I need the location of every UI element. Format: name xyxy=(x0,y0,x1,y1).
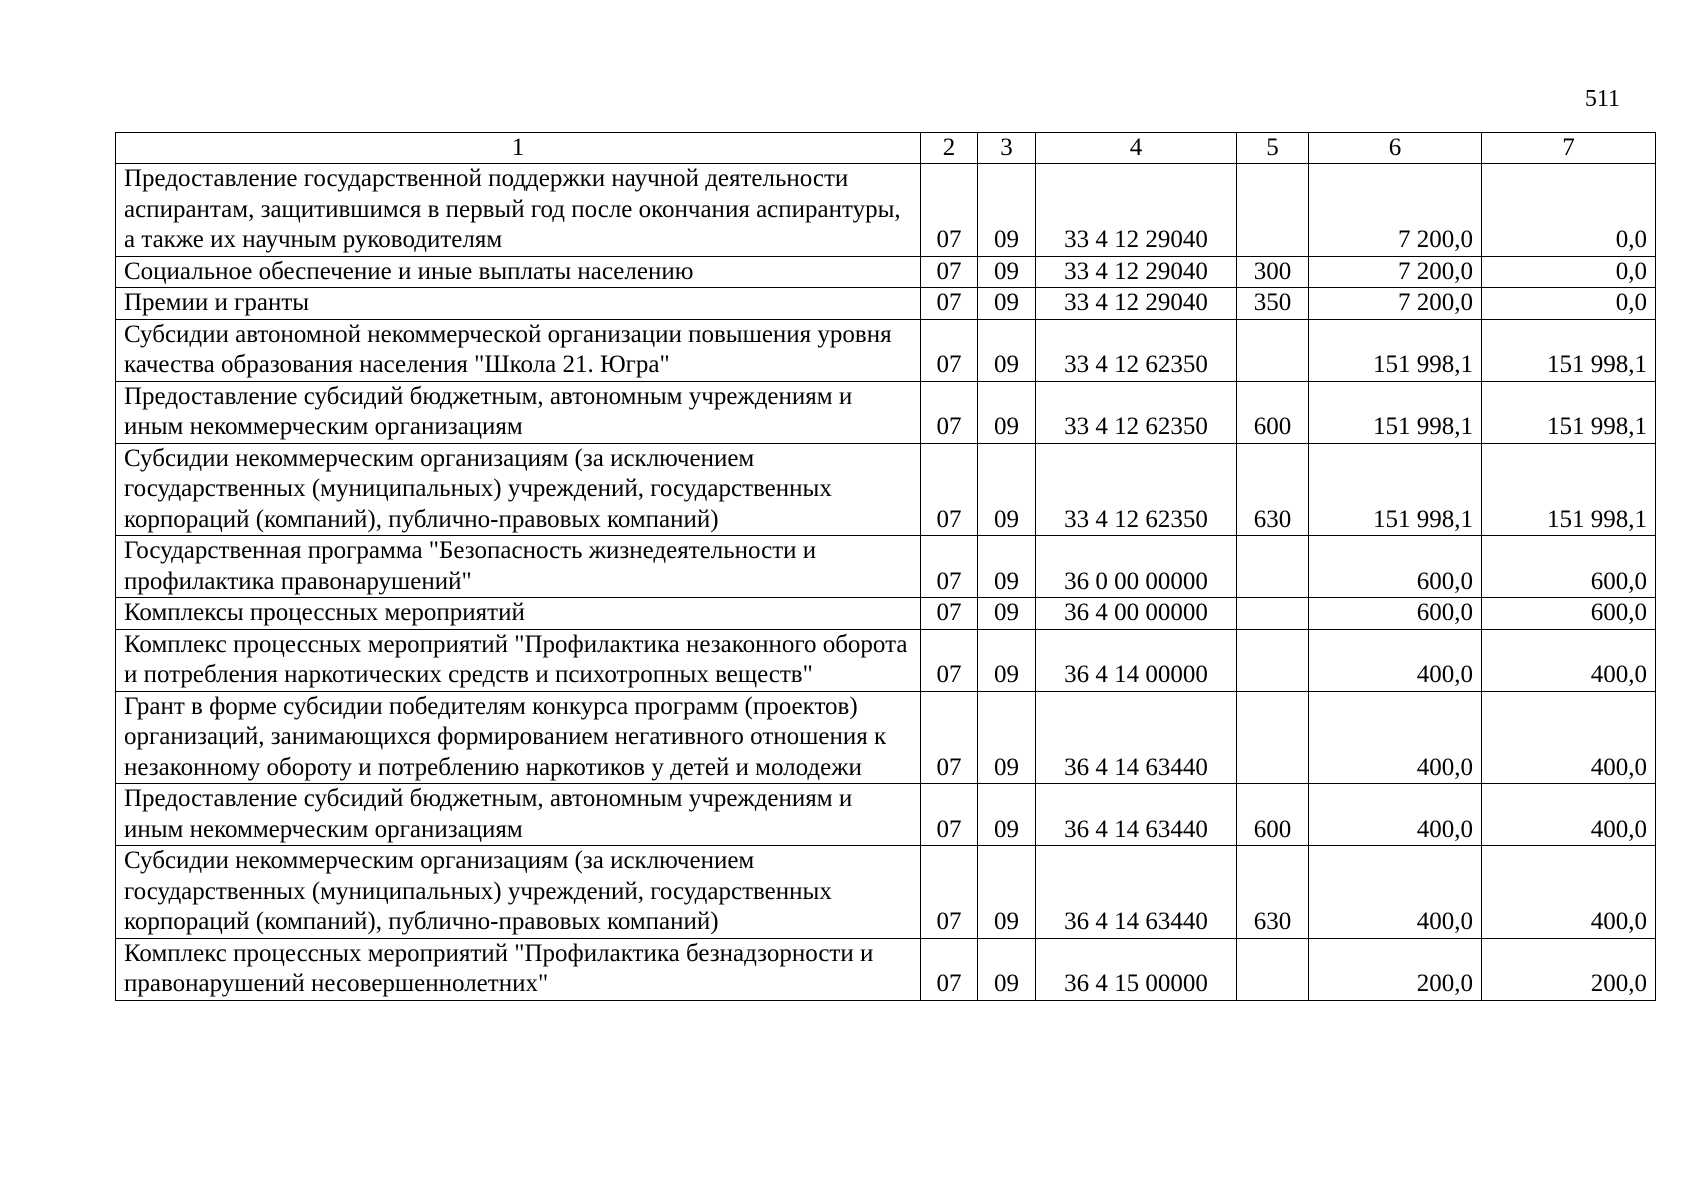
row-name: Предоставление субсидий бюджетным, автономным учреждениям и иным некоммерческим организациям xyxy=(116,381,921,443)
row-amount-1: 151 998,1 xyxy=(1309,381,1482,443)
table-row xyxy=(116,443,1656,536)
table-row xyxy=(116,784,1656,846)
row-subsection: 09 xyxy=(978,319,1036,381)
row-section: 07 xyxy=(921,288,978,320)
row-subsection: 09 xyxy=(978,443,1036,536)
row-amount-1: 200,0 xyxy=(1309,938,1482,1000)
row-amount-2: 600,0 xyxy=(1482,536,1656,598)
row-amount-2: 400,0 xyxy=(1482,784,1656,846)
row-target-code: 36 4 14 00000 xyxy=(1036,629,1237,691)
row-subsection: 09 xyxy=(978,381,1036,443)
row-expense-type xyxy=(1237,598,1309,630)
row-name: Субсидии некоммерческим организациям (за исключением государственных (муниципальных) учреждений, государственных корпораций (компаний), публично-правовых компаний) xyxy=(116,846,921,939)
row-section: 07 xyxy=(921,846,978,939)
table-row xyxy=(116,288,1656,320)
row-name: Комплекс процессных мероприятий "Профилактика безнадзорности и правонарушений несовершеннолетних" xyxy=(116,938,921,1000)
row-amount-1: 400,0 xyxy=(1309,691,1482,784)
row-amount-1: 600,0 xyxy=(1309,598,1482,630)
row-expense-type: 300 xyxy=(1237,256,1309,288)
row-expense-type xyxy=(1237,319,1309,381)
row-name: Предоставление субсидий бюджетным, автономным учреждениям и иным некоммерческим организациям xyxy=(116,784,921,846)
row-name: Комплексы процессных мероприятий xyxy=(116,598,921,630)
row-target-code: 33 4 12 62350 xyxy=(1036,443,1237,536)
row-amount-1: 151 998,1 xyxy=(1309,443,1482,536)
row-name: Социальное обеспечение и иные выплаты населению xyxy=(116,256,921,288)
row-target-code: 33 4 12 29040 xyxy=(1036,288,1237,320)
column-header: 6 xyxy=(1309,133,1482,164)
row-expense-type: 350 xyxy=(1237,288,1309,320)
row-amount-1: 400,0 xyxy=(1309,629,1482,691)
row-target-code: 36 4 14 63440 xyxy=(1036,846,1237,939)
row-section: 07 xyxy=(921,938,978,1000)
table-row xyxy=(116,846,1656,939)
row-section: 07 xyxy=(921,629,978,691)
column-header: 1 xyxy=(116,133,921,164)
row-target-code: 36 0 00 00000 xyxy=(1036,536,1237,598)
row-expense-type: 630 xyxy=(1237,443,1309,536)
row-name: Предоставление государственной поддержки научной деятельности аспирантам, защитившимся в первый год после окончания аспирантуры, а также их научным руководителям xyxy=(116,164,921,257)
table-row xyxy=(116,938,1656,1000)
row-amount-1: 7 200,0 xyxy=(1309,288,1482,320)
row-expense-type: 630 xyxy=(1237,846,1309,939)
row-subsection: 09 xyxy=(978,598,1036,630)
column-header: 3 xyxy=(978,133,1036,164)
row-expense-type xyxy=(1237,629,1309,691)
row-amount-2: 400,0 xyxy=(1482,691,1656,784)
row-subsection: 09 xyxy=(978,256,1036,288)
row-section: 07 xyxy=(921,691,978,784)
row-section: 07 xyxy=(921,598,978,630)
row-name: Субсидии автономной некоммерческой организации повышения уровня качества образования населения "Школа 21. Югра" xyxy=(116,319,921,381)
row-target-code: 33 4 12 62350 xyxy=(1036,319,1237,381)
table-body xyxy=(116,164,1656,1001)
row-amount-2: 151 998,1 xyxy=(1482,443,1656,536)
row-subsection: 09 xyxy=(978,938,1036,1000)
row-amount-1: 600,0 xyxy=(1309,536,1482,598)
table-row xyxy=(116,256,1656,288)
row-section: 07 xyxy=(921,536,978,598)
row-name: Субсидии некоммерческим организациям (за исключением государственных (муниципальных) учреждений, государственных корпораций (компаний), публично-правовых компаний) xyxy=(116,443,921,536)
row-amount-2: 400,0 xyxy=(1482,846,1656,939)
budget-table xyxy=(115,132,1656,1001)
row-section: 07 xyxy=(921,164,978,257)
row-amount-2: 0,0 xyxy=(1482,164,1656,257)
row-amount-2: 0,0 xyxy=(1482,256,1656,288)
row-subsection: 09 xyxy=(978,784,1036,846)
row-subsection: 09 xyxy=(978,164,1036,257)
row-amount-2: 400,0 xyxy=(1482,629,1656,691)
row-expense-type xyxy=(1237,938,1309,1000)
table-row xyxy=(116,691,1656,784)
row-expense-type xyxy=(1237,536,1309,598)
row-amount-2: 151 998,1 xyxy=(1482,381,1656,443)
row-amount-1: 7 200,0 xyxy=(1309,256,1482,288)
table-row xyxy=(116,629,1656,691)
row-expense-type xyxy=(1237,164,1309,257)
row-amount-2: 0,0 xyxy=(1482,288,1656,320)
row-amount-2: 600,0 xyxy=(1482,598,1656,630)
row-section: 07 xyxy=(921,381,978,443)
row-amount-2: 151 998,1 xyxy=(1482,319,1656,381)
table-row xyxy=(116,536,1656,598)
page-number: 511 xyxy=(1584,86,1620,112)
row-name: Государственная программа "Безопасность жизнедеятельности и профилактика правонарушений" xyxy=(116,536,921,598)
row-expense-type xyxy=(1237,691,1309,784)
table-row xyxy=(116,164,1656,257)
row-subsection: 09 xyxy=(978,691,1036,784)
row-section: 07 xyxy=(921,784,978,846)
column-header: 2 xyxy=(921,133,978,164)
row-target-code: 36 4 14 63440 xyxy=(1036,784,1237,846)
row-amount-2: 200,0 xyxy=(1482,938,1656,1000)
row-amount-1: 400,0 xyxy=(1309,846,1482,939)
row-target-code: 33 4 12 29040 xyxy=(1036,164,1237,257)
row-expense-type: 600 xyxy=(1237,381,1309,443)
row-section: 07 xyxy=(921,443,978,536)
row-subsection: 09 xyxy=(978,846,1036,939)
column-header: 5 xyxy=(1237,133,1309,164)
row-target-code: 36 4 15 00000 xyxy=(1036,938,1237,1000)
table-row xyxy=(116,319,1656,381)
row-section: 07 xyxy=(921,256,978,288)
header-row xyxy=(116,133,1656,164)
table-row xyxy=(116,381,1656,443)
row-amount-1: 7 200,0 xyxy=(1309,164,1482,257)
column-header: 7 xyxy=(1482,133,1656,164)
row-target-code: 33 4 12 29040 xyxy=(1036,256,1237,288)
row-target-code: 33 4 12 62350 xyxy=(1036,381,1237,443)
table-row xyxy=(116,598,1656,630)
row-name: Комплекс процессных мероприятий "Профилактика незаконного оборота и потребления наркотических средств и психотропных веществ" xyxy=(116,629,921,691)
row-subsection: 09 xyxy=(978,536,1036,598)
row-amount-1: 400,0 xyxy=(1309,784,1482,846)
row-target-code: 36 4 14 63440 xyxy=(1036,691,1237,784)
row-expense-type: 600 xyxy=(1237,784,1309,846)
row-amount-1: 151 998,1 xyxy=(1309,319,1482,381)
row-name: Грант в форме субсидии победителям конкурса программ (проектов) организаций, занимающихся формированием негативного отношения к незаконному обороту и потреблению наркотиков у детей и молодежи xyxy=(116,691,921,784)
column-header: 4 xyxy=(1036,133,1237,164)
row-subsection: 09 xyxy=(978,288,1036,320)
row-target-code: 36 4 00 00000 xyxy=(1036,598,1237,630)
row-name: Премии и гранты xyxy=(116,288,921,320)
row-section: 07 xyxy=(921,319,978,381)
row-subsection: 09 xyxy=(978,629,1036,691)
